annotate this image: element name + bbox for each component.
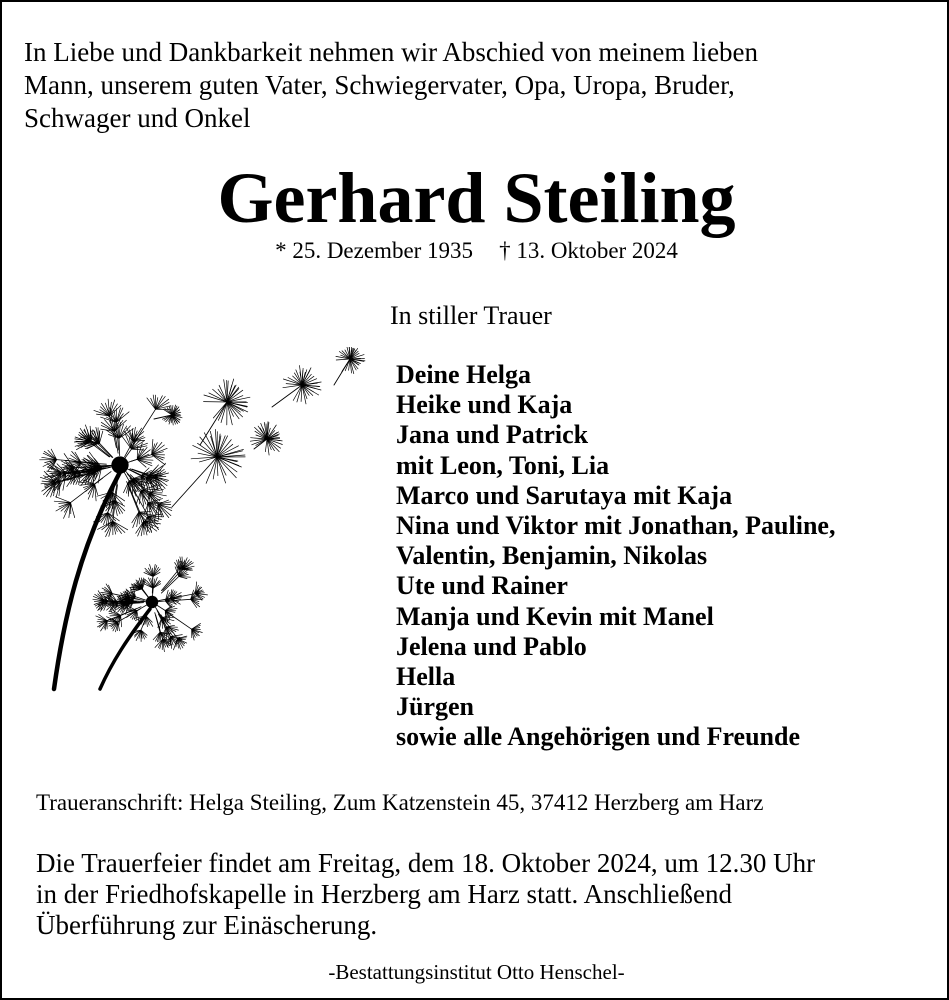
mourner-entry: Jelena und Pablo [396, 631, 587, 661]
mourner-entry: Ute und Rainer [396, 571, 568, 601]
ceremony-line: in der Friedhofskapelle in Herzberg am Harz statt. Anschließend [36, 879, 733, 909]
mourner-entry: Deine Helga [396, 360, 532, 389]
ceremony-text [36, 848, 936, 941]
intro-line: Mann, unserem guten Vater, Schwiegervater, Opa, Uropa, Bruder, [24, 70, 735, 100]
death-date: † 13. Oktober 2024 [499, 238, 678, 263]
mourner-entry: Jana und Patrick [396, 420, 589, 450]
birth-date: * 25. Dezember 1935 [275, 238, 474, 263]
undertaker-name: -Bestattungsinstitut Otto Henschel- [328, 960, 625, 984]
mourner-entry: sowie alle Angehörigen und Freunde [396, 722, 801, 752]
mourner-entry: Hella [396, 662, 456, 692]
mourning-label: In stiller Trauer [390, 301, 552, 330]
mourner-entry: Valentin, Benjamin, Nikolas [396, 541, 708, 571]
mourner-list [396, 360, 835, 753]
life-dates [2, 236, 949, 266]
dandelion-icon [32, 347, 377, 697]
deceased-name: Gerhard Steiling [217, 158, 736, 238]
mourner-entry: Marco und Sarutaya mit Kaja [396, 480, 733, 510]
mourner-entry: Jürgen [396, 692, 474, 722]
ceremony-line: Überführung zur Einäscherung. [36, 910, 378, 940]
mourner-entry: Nina und Viktor mit Jonathan, Pauline, [396, 511, 836, 541]
intro-line: In Liebe und Dankbarkeit nehmen wir Abschied von meinem lieben [24, 37, 759, 67]
intro-text [24, 36, 924, 135]
intro-line: Schwager und Onkel [24, 103, 251, 133]
mourner-entry: mit Leon, Toni, Lia [396, 450, 610, 480]
ceremony-line: Die Trauerfeier findet am Freitag, dem 18. Oktober 2024, um 12.30 Uhr [36, 848, 816, 878]
mourner-entry: Manja und Kevin mit Manel [396, 601, 714, 631]
mourning-address: Traueranschrift: Helga Steiling, Zum Katzenstein 45, 37412 Herzberg am Harz [36, 790, 764, 815]
mourner-entry: Heike und Kaja [396, 390, 573, 420]
